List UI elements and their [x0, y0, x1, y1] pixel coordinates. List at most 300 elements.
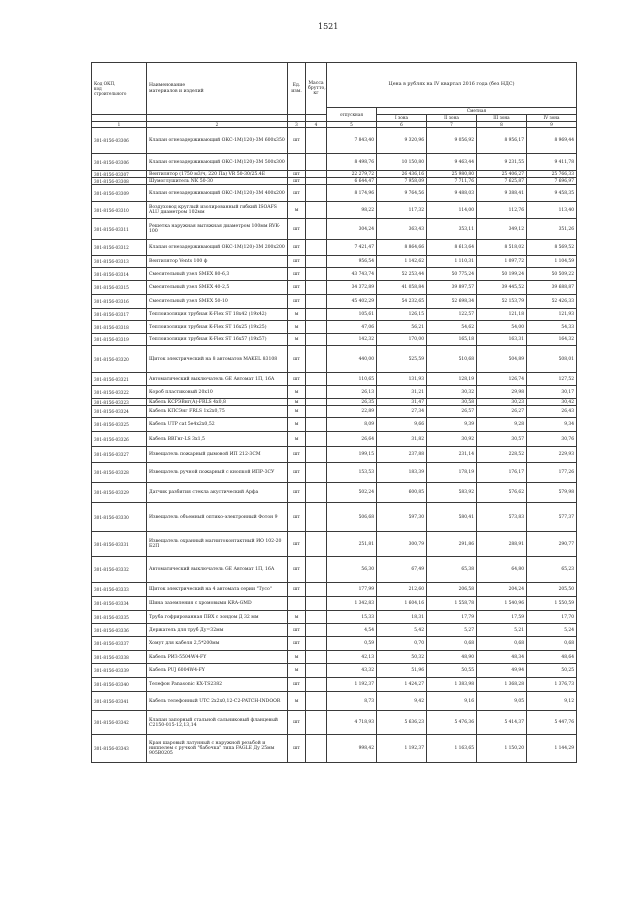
price-zone-2: 30,32: [427, 386, 477, 399]
material-code: 301-8156-03334: [92, 597, 147, 611]
unit: шт: [288, 532, 306, 557]
price-zone-1: 9,66: [377, 418, 427, 432]
price-zone-3: 5 414,37: [477, 711, 527, 735]
header-unit-line: Ед.: [292, 83, 301, 89]
material-name: Кабель КПСЭнг FRLS 1х2х0,75: [147, 406, 288, 418]
material-code: 301-8156-03338: [92, 651, 147, 664]
table-row: [92, 463, 577, 483]
table-header: [92, 63, 577, 128]
price-zone-1: 126,15: [377, 309, 427, 321]
table-row: [92, 185, 577, 202]
price-otpusknaya: 4,54: [327, 624, 377, 637]
material-code: 301-8156-03318: [92, 321, 147, 334]
unit: шт: [288, 281, 306, 295]
price-table-wrapper: [91, 62, 577, 763]
price-zone-1: 1 424,27: [377, 678, 427, 692]
table-row: [92, 664, 577, 678]
price-zone-3: 1 368,28: [477, 678, 527, 692]
price-zone-4: 5 447,76: [527, 711, 577, 735]
price-zone-1: 10 150,80: [377, 154, 427, 171]
price-zone-4: 1 550,59: [527, 597, 577, 611]
price-zone-2: 231,14: [427, 447, 477, 463]
price-zone-2: 291,86: [427, 532, 477, 557]
price-otpusknaya: 142,32: [327, 334, 377, 346]
header-smetnaya: Сметная: [377, 108, 577, 115]
price-zone-4: 113,40: [527, 202, 577, 219]
price-zone-3: 176,17: [477, 463, 527, 483]
header-code-line: строительного: [94, 91, 127, 97]
price-zone-1: 51,96: [377, 664, 427, 678]
mass: [306, 219, 327, 240]
material-code: 301-8156-03312: [92, 240, 147, 256]
price-otpusknaya: 22 279,72: [327, 171, 377, 178]
price-zone-1: 31,82: [377, 432, 427, 447]
material-name: Вентилятор Vents 100 ф: [147, 256, 288, 268]
price-zone-3: 52 153,79: [477, 295, 527, 309]
table-row: [92, 281, 577, 295]
unit: шт: [288, 447, 306, 463]
price-zone-3: 1 097,72: [477, 256, 527, 268]
material-code: 301-8156-03325: [92, 418, 147, 432]
header-zone-2: II зона: [427, 115, 477, 122]
price-zone-4: 39 688,87: [527, 281, 577, 295]
price-otpusknaya: 998,42: [327, 735, 377, 763]
table-row: [92, 583, 577, 597]
price-zone-2: 25 980,80: [427, 171, 477, 178]
price-zone-3: 228,52: [477, 447, 527, 463]
price-zone-3: 64,80: [477, 557, 527, 583]
material-code: 301-8156-03317: [92, 309, 147, 321]
header-zone-4: IV зона: [527, 115, 577, 122]
table-row: [92, 373, 577, 386]
header-mass-line: брутто,: [308, 85, 326, 91]
unit: м: [288, 406, 306, 418]
price-zone-1: 170,00: [377, 334, 427, 346]
unit: м: [288, 386, 306, 399]
price-otpusknaya: 8,73: [327, 692, 377, 711]
table-row: [92, 321, 577, 334]
header-unit-line: изм.: [291, 88, 302, 94]
price-zone-2: 30,58: [427, 399, 477, 406]
mass: [306, 309, 327, 321]
unit: м: [288, 418, 306, 432]
price-zone-1: 1 142,62: [377, 256, 427, 268]
price-zone-4: 0,68: [527, 637, 577, 651]
price-zone-3: 9 231,55: [477, 154, 527, 171]
material-code: 301-8156-03340: [92, 678, 147, 692]
price-zone-2: 5 476,36: [427, 711, 477, 735]
mass: [306, 503, 327, 532]
price-zone-4: 50 509,22: [527, 268, 577, 281]
price-zone-4: 26,43: [527, 406, 577, 418]
unit: [288, 597, 306, 611]
table-row: [92, 557, 577, 583]
table-row: [92, 268, 577, 281]
price-zone-4: 25 766,33: [527, 171, 577, 178]
material-name: Извещатель охранный магнитоконтактный ИО 102-20 Б2П: [147, 532, 288, 557]
price-zone-1: 18,31: [377, 611, 427, 624]
price-zone-2: 39 897,57: [427, 281, 477, 295]
header-name: [147, 63, 288, 115]
material-code: 301-8156-03337: [92, 637, 147, 651]
col-number: 4: [306, 122, 327, 128]
material-name: Воздуховод круглый изолированный гибкий ISOAFS ALU диаметром 102мм: [147, 202, 288, 219]
price-zone-3: 39 445,52: [477, 281, 527, 295]
table-row: [92, 309, 577, 321]
header-spacer: [147, 115, 288, 122]
price-zone-4: 54,33: [527, 321, 577, 334]
unit: шт: [288, 268, 306, 281]
material-code: 301-8156-03331: [92, 532, 147, 557]
price-zone-4: 50,25: [527, 664, 577, 678]
material-code: 301-8156-03341: [92, 692, 147, 711]
mass: [306, 637, 327, 651]
material-code: 301-8156-03321: [92, 373, 147, 386]
price-otpusknaya: 1 342,83: [327, 597, 377, 611]
col-number: 2: [147, 122, 288, 128]
price-zone-2: 510,68: [427, 346, 477, 373]
mass: [306, 128, 327, 154]
material-name: Держатель для труб Ду=32мм: [147, 624, 288, 637]
material-name: Смесительный узел SMEX 50-10: [147, 295, 288, 309]
price-zone-3: 9,05: [477, 692, 527, 711]
price-otpusknaya: 8 498,76: [327, 154, 377, 171]
table-row: [92, 171, 577, 178]
material-name: Кабель UTP cat 5е4х2х0,52: [147, 418, 288, 432]
price-zone-4: 7 696,97: [527, 178, 577, 185]
price-zone-2: 9 056,92: [427, 128, 477, 154]
material-name: Кабель телефонный UTC 2х2х0,12-C2-PATCH-INDOOR: [147, 692, 288, 711]
unit: шт: [288, 583, 306, 597]
price-zone-2: 206,58: [427, 583, 477, 597]
price-zone-4: 577,37: [527, 503, 577, 532]
price-zone-2: 122,57: [427, 309, 477, 321]
price-zone-3: 30,23: [477, 399, 527, 406]
price-zone-2: 8 613,64: [427, 240, 477, 256]
material-name: Телефон Panasonic KX-TS2382: [147, 678, 288, 692]
price-zone-2: 17,79: [427, 611, 477, 624]
unit: м: [288, 664, 306, 678]
material-code: 301-8156-03314: [92, 268, 147, 281]
mass: [306, 185, 327, 202]
price-zone-4: 1 376,73: [527, 678, 577, 692]
price-otpusknaya: 98,22: [327, 202, 377, 219]
mass: [306, 295, 327, 309]
price-zone-3: 126,74: [477, 373, 527, 386]
unit: шт: [288, 483, 306, 503]
header-otpusknaya: отпускная: [327, 108, 377, 122]
price-zone-2: 1 558,78: [427, 597, 477, 611]
table-row: [92, 334, 577, 346]
mass: [306, 373, 327, 386]
material-name: Клапан запорный стальной сальниковый фланцевый С2150-015-12,13,14: [147, 711, 288, 735]
mass: [306, 532, 327, 557]
table-row: [92, 532, 577, 557]
price-zone-4: 1 104,59: [527, 256, 577, 268]
price-zone-4: 17,70: [527, 611, 577, 624]
price-zone-1: 50,32: [377, 651, 427, 664]
price-zone-4: 579,98: [527, 483, 577, 503]
table-row: [92, 399, 577, 406]
material-name: Теплоизоляция трубная K-Flex ST 16х25 (19х25): [147, 321, 288, 334]
price-zone-3: 9 388,41: [477, 185, 527, 202]
price-zone-1: 7 958,09: [377, 178, 427, 185]
price-zone-3: 112,76: [477, 202, 527, 219]
header-spacer: [92, 115, 147, 122]
price-otpusknaya: 43,32: [327, 664, 377, 678]
price-zone-1: 1 192,37: [377, 735, 427, 763]
price-zone-3: 204,24: [477, 583, 527, 597]
material-code: 301-8156-03322: [92, 386, 147, 399]
col-number: 5: [327, 122, 377, 128]
price-otpusknaya: 6 644,47: [327, 178, 377, 185]
price-zone-4: 30,76: [527, 432, 577, 447]
material-code: 301-8156-03306: [92, 154, 147, 171]
material-code: 301-8156-03309: [92, 185, 147, 202]
price-zone-2: 30,92: [427, 432, 477, 447]
material-code: 301-8156-03324: [92, 406, 147, 418]
price-zone-2: 128,19: [427, 373, 477, 386]
material-name: Автоматический выключатель GE Автомат 1П, 16А: [147, 373, 288, 386]
price-zone-2: 1 110,31: [427, 256, 477, 268]
table-body: [92, 128, 577, 763]
table-row: [92, 219, 577, 240]
price-otpusknaya: 177,99: [327, 583, 377, 597]
material-code: 301-8156-03315: [92, 281, 147, 295]
price-otpusknaya: 0,59: [327, 637, 377, 651]
price-zone-4: 290,77: [527, 532, 577, 557]
unit: [288, 154, 306, 171]
unit: шт: [288, 678, 306, 692]
unit: шт: [288, 637, 306, 651]
price-zone-3: 163,31: [477, 334, 527, 346]
price-zone-1: 67,49: [377, 557, 427, 583]
price-zone-3: 7 625,87: [477, 178, 527, 185]
price-zone-4: 65,23: [527, 557, 577, 583]
price-otpusknaya: 8 174,96: [327, 185, 377, 202]
header-mass-line: кг: [313, 91, 319, 97]
material-code: 301-8156-03306: [92, 128, 147, 154]
mass: [306, 178, 327, 185]
col-number: 1: [92, 122, 147, 128]
material-name: Хомут для кабеля 2,5*200мм: [147, 637, 288, 651]
material-name: Извещатель ручной пожарный с кнопкой ИПР-3СУ: [147, 463, 288, 483]
table-row: [92, 240, 577, 256]
material-code: 301-8156-03343: [92, 735, 147, 763]
mass: [306, 256, 327, 268]
price-zone-3: 26,27: [477, 406, 527, 418]
material-name: Датчик разбития стекла акустический Арфа: [147, 483, 288, 503]
price-zone-4: 1 144,29: [527, 735, 577, 763]
material-name: Решетка наружная вытяжная диаметром 100мм RVK-100: [147, 219, 288, 240]
price-zone-4: 9,12: [527, 692, 577, 711]
price-zone-2: 50,55: [427, 664, 477, 678]
material-name: Смесительный узел SMEX 80-6,3: [147, 268, 288, 281]
header-code: [92, 63, 147, 115]
material-name: Щиток электрический на 4 автомата серии "Тусо": [147, 583, 288, 597]
price-zone-4: 48,64: [527, 651, 577, 664]
price-zone-4: 9,34: [527, 418, 577, 432]
price-zone-1: 183,39: [377, 463, 427, 483]
material-name: Кабель ВВГнг-LS 3х1,5: [147, 432, 288, 447]
table-row: [92, 432, 577, 447]
material-name: Шина заземления с хромовыми КRA-GMD: [147, 597, 288, 611]
price-zone-3: 49,94: [477, 664, 527, 678]
material-code: 301-8156-03329: [92, 483, 147, 503]
table-row: [92, 447, 577, 463]
price-otpusknaya: 56,30: [327, 557, 377, 583]
unit: м: [288, 321, 306, 334]
unit: шт: [288, 240, 306, 256]
table-row: [92, 128, 577, 154]
price-otpusknaya: 440,00: [327, 346, 377, 373]
table-row: [92, 503, 577, 532]
price-zone-4: 508,01: [527, 346, 577, 373]
price-otpusknaya: 26,13: [327, 386, 377, 399]
material-code: 301-8156-03316: [92, 295, 147, 309]
mass: [306, 321, 327, 334]
price-otpusknaya: 956,54: [327, 256, 377, 268]
price-zone-1: 31,21: [377, 386, 427, 399]
price-zone-4: 127,52: [527, 373, 577, 386]
price-zone-4: 52 426,33: [527, 295, 577, 309]
price-zone-2: 353,11: [427, 219, 477, 240]
price-otpusknaya: 199,15: [327, 447, 377, 463]
price-zone-2: 0,68: [427, 637, 477, 651]
table-row: [92, 295, 577, 309]
price-zone-2: 5,27: [427, 624, 477, 637]
table-row: [92, 154, 577, 171]
price-zone-4: 121,93: [527, 309, 577, 321]
unit: м: [288, 692, 306, 711]
material-code: 301-8156-03332: [92, 557, 147, 583]
price-zone-2: 9,16: [427, 692, 477, 711]
unit: шт: [288, 295, 306, 309]
mass: [306, 664, 327, 678]
material-name: Теплоизоляция трубная K-Flex ST 18х42 (19х42): [147, 309, 288, 321]
unit: м: [288, 202, 306, 219]
material-name: Щиток электрический на 8 автоматов MAKEL 83108: [147, 346, 288, 373]
price-zone-3: 17,59: [477, 611, 527, 624]
price-otpusknaya: 506,68: [327, 503, 377, 532]
header-zone-1: I зона: [377, 115, 427, 122]
material-name: Клапан огнезадерживающий ОКС-1М(120)-3М 200х200: [147, 240, 288, 256]
col-number: 9: [527, 122, 577, 128]
table-row: [92, 651, 577, 664]
price-zone-1: 600,85: [377, 483, 427, 503]
price-zone-1: 52 253,44: [377, 268, 427, 281]
header-name-line: Наименование: [149, 83, 186, 89]
header-mass: [306, 63, 327, 115]
price-otpusknaya: 34 372,89: [327, 281, 377, 295]
mass: [306, 678, 327, 692]
header-price-title: Цена в рублях на IV квартал 2016 года (без НДС): [327, 63, 577, 108]
unit: м: [288, 334, 306, 346]
price-zone-3: 576,62: [477, 483, 527, 503]
price-otpusknaya: 22,89: [327, 406, 377, 418]
material-name: Клапан огнезадерживающий ОКС-1М(120)-3М 400х200: [147, 185, 288, 202]
price-zone-3: 504,89: [477, 346, 527, 373]
price-otpusknaya: 105,61: [327, 309, 377, 321]
price-zone-1: 117,32: [377, 202, 427, 219]
table-row: [92, 418, 577, 432]
price-zone-1: 8 864,66: [377, 240, 427, 256]
material-code: 301-8156-03320: [92, 346, 147, 373]
material-name: Труба гофрированная ПВХ с зондом Д 32 мм: [147, 611, 288, 624]
unit: шт: [288, 557, 306, 583]
unit: шт: [288, 735, 306, 763]
price-zone-2: 165,18: [427, 334, 477, 346]
mass: [306, 624, 327, 637]
price-zone-1: 5,42: [377, 624, 427, 637]
price-zone-3: 288,91: [477, 532, 527, 557]
price-table: [91, 62, 577, 763]
material-name: Теплоизоляция трубная K-Flex ST 16х57 (19х57): [147, 334, 288, 346]
header-unit: [288, 63, 306, 115]
material-code: 301-8156-03310: [92, 202, 147, 219]
mass: [306, 463, 327, 483]
header-mass-line: Масса: [308, 80, 324, 86]
price-otpusknaya: 26,35: [327, 399, 377, 406]
price-zone-1: 1 604,16: [377, 597, 427, 611]
material-code: 301-8156-03311: [92, 219, 147, 240]
unit: шт: [288, 171, 306, 178]
price-zone-4: 8 569,52: [527, 240, 577, 256]
unit: шт: [288, 503, 306, 532]
price-otpusknaya: 15,33: [327, 611, 377, 624]
col-number: 3: [288, 122, 306, 128]
mass: [306, 399, 327, 406]
material-name: Короб пластиковый 20х10: [147, 386, 288, 399]
page-number: 1521: [318, 22, 339, 31]
mass: [306, 202, 327, 219]
unit: м: [288, 611, 306, 624]
price-zone-2: 580,41: [427, 503, 477, 532]
price-zone-3: 25 406,27: [477, 171, 527, 178]
table-row: [92, 256, 577, 268]
mass: [306, 386, 327, 399]
material-code: 301-8156-03307: [92, 171, 147, 178]
mass: [306, 651, 327, 664]
price-otpusknaya: 1 192,37: [327, 678, 377, 692]
price-zone-4: 9 411,78: [527, 154, 577, 171]
price-zone-3: 8 518,02: [477, 240, 527, 256]
material-code: 301-8156-03330: [92, 503, 147, 532]
material-name: Извещатель пожарный дымовой ИП 212-3СМ: [147, 447, 288, 463]
price-zone-3: 8 956,17: [477, 128, 527, 154]
price-zone-2: 1 163,65: [427, 735, 477, 763]
material-name: Шумоглушитель NK 50-30: [147, 178, 288, 185]
price-zone-1: 41 058,84: [377, 281, 427, 295]
unit: м: [288, 432, 306, 447]
price-zone-3: 54,00: [477, 321, 527, 334]
unit: шт: [288, 624, 306, 637]
price-zone-1: 237,88: [377, 447, 427, 463]
material-code: 301-8156-03319: [92, 334, 147, 346]
price-otpusknaya: 304,24: [327, 219, 377, 240]
mass: [306, 557, 327, 583]
price-zone-1: 9,42: [377, 692, 427, 711]
material-name: Кран шаровый латунный с наружной резьбой и ниппелем с ручкой "бабочка" типа FAGLE Ду 25мм 905B0205: [147, 735, 288, 763]
price-zone-4: 8 969,44: [527, 128, 577, 154]
material-name: Кабель PUJ 6004W4-FY: [147, 664, 288, 678]
material-code: 301-8156-03342: [92, 711, 147, 735]
price-zone-2: 9,39: [427, 418, 477, 432]
price-zone-2: 178,19: [427, 463, 477, 483]
price-zone-3: 1 150,20: [477, 735, 527, 763]
price-otpusknaya: 42,13: [327, 651, 377, 664]
price-zone-4: 229,93: [527, 447, 577, 463]
